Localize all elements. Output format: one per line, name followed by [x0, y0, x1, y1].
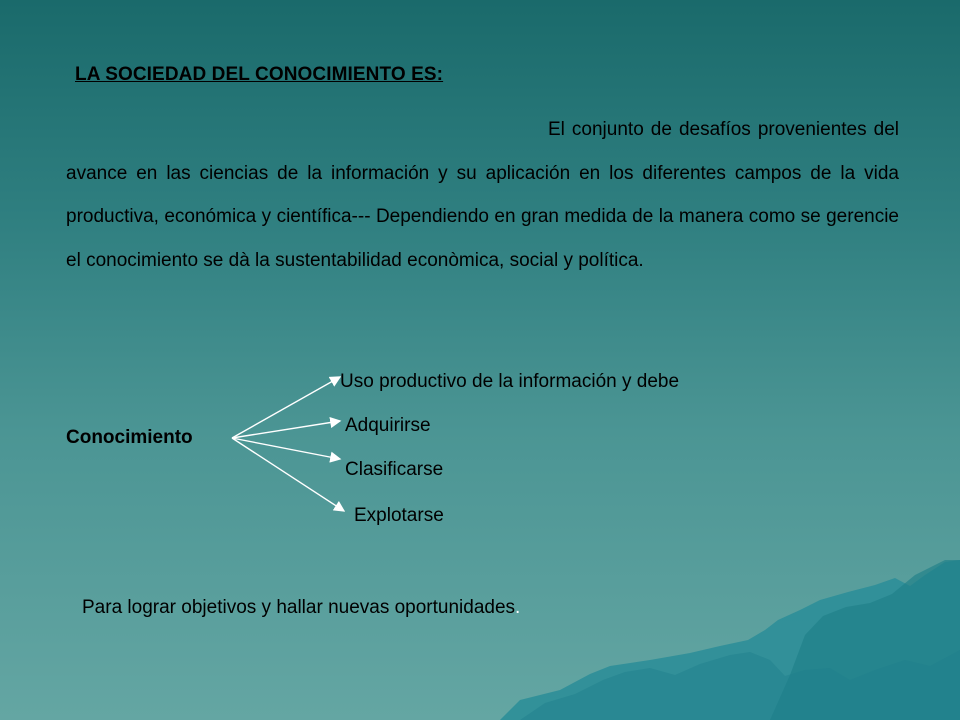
closing-text: Para lograr objetivos y hallar nuevas oportunidades	[82, 597, 516, 618]
definition-paragraph: El conjunto de desafíos provenientes del avance en las ciencias de la información y su aplicación en los diferentes campos de la vida productiva, económica y científica--- Dependiendo en gran medida de la manera como se gerencie el conocimiento se dà la sustentabilidad econòmica, social y política.	[66, 119, 899, 271]
branch-adquirirse: Adquirirse	[345, 415, 431, 436]
concept-label: Conocimiento	[66, 427, 193, 448]
closing-sentence	[82, 597, 520, 619]
branch-explotarse: Explotarse	[354, 505, 444, 526]
slide-title: LA SOCIEDAD DEL CONOCIMIENTO ES:	[75, 64, 444, 85]
branch-uso-productivo: Uso productivo de la información y debe	[340, 371, 680, 392]
branch-clasificarse: Clasificarse	[345, 459, 444, 480]
closing-period: .	[515, 597, 521, 618]
